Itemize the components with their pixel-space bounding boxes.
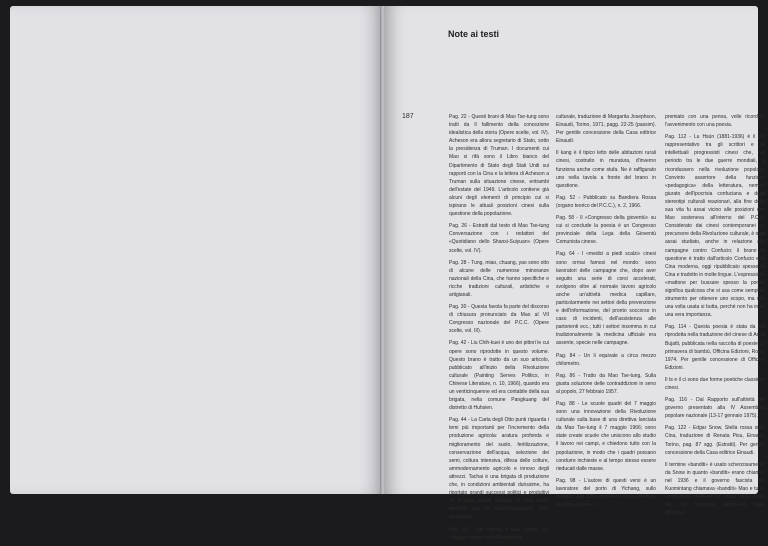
note-paragraph: Il kang è il tipico letto delle abitazioni rurali cinesi, costruito in muratura, d'inverno funziona anche come stufa. Ne è raffigurato uno nella tavola a fronte del brano in questione. <box>556 150 656 189</box>
note-paragraph: Pag. 88 - Le scuole quadri del 7 maggio sono una innovazione della Rivoluzione culturale sulla base di una direttiva lanciata da Mao Tse-tung il 7 maggio 1966; sono state create scuole che uniscono allo studio il lavoro nei campi, e chiedono tutto con la popolazione, in modo che i quadri possano condurre inchieste e al tempo stesso essere rieducati dalle masse. <box>556 401 656 472</box>
note-paragraph: Il termine «banditi» è usato scherzosamente da Snow in quanto «banditi» erano chiamati nel 1936 e il governo fascista del Kuomintang chiamava «banditi» Mao e tutti i combattenti dell'Esercito rosso, sulla testa dei capi comunisti pendevano taglie altissime. <box>665 461 765 517</box>
note-paragraph: Pag. 64 - I «medici a piedi scalzi» cinesi sono ormai famosi nel mondo: sono lavoratori delle campagne che, dopo aver seguito una serie di corsi accelerati, svolgono oltre al normale lavoro agricolo anche un'attività medica capillare, particolarmente nei settori della prevenzione e dell'informazione, del pronto soccorso in caso di incidenti, dell'assistenza alle partorienti ecc.; tutti i settori insomma in cui tradizionalmente la medicina ufficiale era assente, specie nelle campagne. <box>556 251 656 347</box>
note-paragraph: Pag. 112 - Lu Hsün (1881-1936) è il più rappresentativo tra gli scrittori e gli intellettuali progressisti cinesi che, nel periodo tra le due guerre mondiali, si ricondussero nella rivoluzione popolare. Convinto assertore della funzione «pedagogica» della letteratura, nemico giurato dell'ipocrisia confuciana e degli stereotipi culturali reazionari, alla fine della sua vita fu assai vicino alle posizioni che Mao sosteneva all'interno del P.C.C. Considerato dai cinesi contemporanei un precursore della Rivoluzione culturale, è oggi assai studiato, anche in relazione alla campagne contro Confucio; il brano in questione è tratto dall'articolo Confucio e la Cina moderna, oggi ripubblicato spesso in Cina e tradotto in molte lingue. L'espressione «mattone per bussare spesso la porta» significa qualcosa che si usa come semplice strumento per ottenere uno scopo, ma che una volta usata si butta, perché non ha in sé una vera importanza. <box>665 134 765 319</box>
note-paragraph: Pag. 58 - Il «Congresso della gioventù» su cui si conclude la poesia è un Congresso provinciale della Lega della Gioventù Comunista cinese. <box>556 215 656 246</box>
note-paragraph: Pag. 26 - Estratti dal testo di Mao Tse-tung Conversazione con i redattori del «Quotidiano dello Shansi-Suiyuan» (Opere scelte, vol. IV). <box>449 223 549 254</box>
text-column-3 <box>665 113 765 521</box>
note-paragraph: Pag. 22 - Questi brani di Mao Tse-tung sono tratti da Il fallimento della concezione idealistica della storia (Opere scelte, vol. IV). Acheson era allora segretario di Stato, sotto la presidenza di Truman. I documenti cui Mao si rifà sono il Libro bianco del Dipartimento di Stato degli Stati Uniti sui rapporti con la Cina e la lettera di Acheson a Truman sulla situazione cinese, entrambi dell'estate del 1949. L'articolo contiene già alcuni degli elementi di principio cui si ispirano le attuali posizioni cinesi sulla questione della popolazione. <box>449 114 549 218</box>
note-paragraph: Pag. 52 - Pubblicato su Bandiera Rossa (organo teorico del P.C.C.), n. 2, 1966. <box>556 194 656 209</box>
note-paragraph: Pag. 46 - Jan Myrdal e Gun Kessle, Un villaggio cinese nella Rivoluzione <box>449 526 549 541</box>
page-title: Note ai testi <box>448 29 500 39</box>
note-paragraph: Pag. 114 - Questa poesia è stata da noi riprodotta nella traduzione del cinese di Anna Bujatti, pubblicata nella raccolta di poesie La primavera di bambù, Officina Edizioni, Roma 1974. Per gentile concessione di Officina Edizioni. <box>665 324 765 371</box>
note-paragraph: Pag. 116 - Dal Rapporto sull'attività del governo presentato alla IV Assemblea popolare nazionale (13-17 gennaio 1975). <box>665 397 765 420</box>
note-paragraph: Pag. 122 - Edgar Snow, Stella rossa sulla Cina, traduzione di Renata Pisu, Einaudi, Torino, pag. 87 sgg. (Estratti). Per gentile concessione della Casa editrice Einaudi. <box>665 425 765 456</box>
page-number: 187 <box>402 113 414 120</box>
note-paragraph: Pag. 44 - La Carta degli Otto punti riguarda i temi più importanti per l'incremento della produzione agricola: aratura profonda e miglioramento del suolo, fertilizzazione, conservazione dell'acqua, selezione dei semi, coltura intensiva, difesa delle colture, ammodernamento agricolo e innovo degli attrezzi. Tachai è una brigata di produzione che, in condizioni ambientali durissime, ha riportato grandi successi politici e produttivi ed è stata perciò indicata da Mao come modello per la collettivizzazione nelle campagne. <box>449 417 549 521</box>
note-paragraph: Pag. 42 - Liu Chih-kuei è uno dei pittori le cui opere sono riprodotte in questo volume. Questo brano è tratto da un suo articolo, pubblicato all'inizio della Rivoluzione culturale (Painting Serves Politics, in Chinese Literature, n. 10, 1966), quando era un venticinquenne ed era contabile della sua brigata, nella comune Pangkuang del distretto di Huhsien. <box>449 340 549 412</box>
text-column-1 <box>449 113 549 546</box>
note-paragraph: Pag. 30 - Questa favola fa parte del discorso di chiusura pronunciato da Mao al VII Congresso nazionale del P.C.C. (Opere scelte, vol. III). <box>449 304 549 335</box>
note-paragraph: Pag. 84 - Un li equivale a circa mezzo chilometro. <box>556 352 656 367</box>
note-paragraph: culturale, traduzione di Margarita Josephson, Einaudi, Torino, 1971, pagg. 22-25 (passim). Per gentile concessione della Casa editrice Einaudi. <box>556 114 656 145</box>
text-column-2 <box>556 113 656 513</box>
note-paragraph: Pag. 86 - Tratto da Mao Tse-tung, Sulla giusta soluzione delle contraddizioni in seno al popolo, 27 febbraio 1957. <box>556 372 656 395</box>
note-paragraph: premiato con una penna, volle ricordare l'avvenimento con una poesia. <box>665 114 765 129</box>
note-paragraph: Pag. 28 - Tung, miao, chuang, yao sono otto di alcune delle numerose minoranze nazionali della Cina, che hanno specifiche e ricche tradizioni culturali, artistiche e artigianali. <box>449 259 549 298</box>
note-paragraph: Pag. 98 - L'autore di questi versi è un lavoratore del porto di Yichang, sullo Yangtze. Nel 1951, nominato «propagandista di prima classe» e <box>556 477 656 509</box>
left-page-blank <box>10 6 382 494</box>
note-paragraph: Il ts e il ci sono due forme poetiche classiche cinesi. <box>665 376 765 391</box>
